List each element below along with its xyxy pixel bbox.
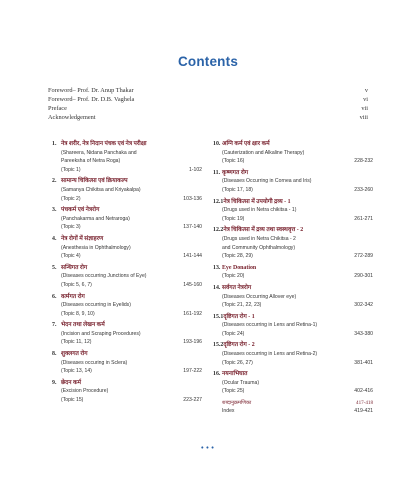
toc-entry-pages: 272-289 [354, 253, 373, 260]
toc-entry[interactable] [213, 313, 373, 339]
toc-entry-subtitle: (Diseases occurring in Lens and Retina-2) [222, 351, 318, 358]
toc-entry-topic: (Topic 17, 18) [222, 186, 253, 193]
toc-entry-title: सामान्य चिकित्सा एवं क्रियाकल्प [61, 178, 128, 185]
toc-entry[interactable] [52, 206, 202, 232]
toc-entry-title: छेदन कर्म [61, 379, 82, 386]
toc-entry-pages: 343-380 [354, 330, 373, 337]
toc-entry-pages: 137-140 [183, 224, 202, 231]
toc-entry-number: 13. [213, 264, 221, 271]
toc-entry-heading [213, 198, 373, 207]
toc-entry[interactable] [52, 177, 202, 203]
toc-entry-topic: (Topic 20) [222, 273, 245, 280]
toc-entry-number: 12.2 [213, 227, 224, 234]
front-matter-page: vi [363, 96, 368, 103]
end-matter-item[interactable] [213, 407, 373, 415]
toc-entry[interactable] [213, 140, 373, 166]
toc-entry-heading [213, 226, 373, 235]
toc-entry-number: 7. [52, 322, 57, 329]
toc-entry-heading [213, 140, 373, 149]
toc-entry-topic: (Topic 15) [61, 397, 84, 404]
toc-entry-number: 1. [52, 141, 57, 147]
toc-entry-title: नेत्र रोगों में संज्ञाहरण [61, 235, 104, 242]
toc-entry-heading [52, 177, 202, 186]
toc-entry-pages: 381-401 [354, 359, 373, 366]
toc-entry-pages: 223-227 [183, 397, 202, 404]
toc-entry-number: 12.1 [213, 198, 224, 205]
front-matter-list [48, 86, 368, 122]
toc-entry-number: 8. [52, 351, 57, 358]
front-matter-page: viii [359, 114, 368, 121]
toc-entry-pages: 233-260 [354, 186, 373, 193]
toc-entry[interactable] [52, 379, 202, 405]
toc-entry-pages: 302-342 [354, 302, 373, 309]
toc-entry-heading [213, 284, 373, 293]
toc-entry-topic: (Topic 8, 9, 10) [61, 310, 95, 317]
toc-entry-topic: (Topic 13, 14) [61, 368, 92, 375]
toc-entry-subtitle: and Community Ophthalmology) [222, 244, 296, 251]
toc-entry-title: सन्धिगत रोग [61, 264, 88, 271]
toc-entry-heading [213, 313, 373, 322]
toc-entry-title: वर्त्मगत रोग [61, 293, 85, 300]
toc-entry[interactable] [213, 341, 373, 367]
toc-entry-number: 15.1 [213, 313, 224, 320]
toc-entry-title: कृष्णगत रोग [222, 169, 249, 176]
toc-entry-subtitle: Pareeksha of Netra Roga) [61, 158, 121, 165]
front-matter-item[interactable] [48, 104, 368, 113]
toc-entry-title: नेत्र चिकित्सा में द्रव्य तथा स्वस्थवृत्त - 2 [223, 227, 304, 234]
front-matter-label: Acknowledgement [48, 114, 96, 121]
toc-entry-heading [52, 264, 202, 273]
toc-entry[interactable] [213, 226, 373, 260]
toc-entry-number: 2. [52, 178, 57, 185]
toc-entry-subtitle: (Panchakarma and Netraroga) [61, 215, 130, 222]
toc-entry-topic: (Topic 19) [222, 215, 245, 222]
toc-entry-pages: 402-416 [354, 388, 373, 395]
toc-entry-pages: 228-232 [354, 158, 373, 165]
toc-entry-number: 9. [52, 379, 57, 386]
toc-entry-topic: (Topic 4) [61, 253, 81, 260]
toc-entry[interactable] [52, 235, 202, 261]
end-matter-page: 417-418 [356, 400, 373, 407]
toc-entry-number: 15.2 [213, 342, 224, 349]
contents-column-left [52, 140, 202, 408]
toc-entry-title: शुक्लगत रोग [61, 351, 88, 358]
toc-entry-heading [213, 370, 373, 379]
front-matter-page: v [364, 87, 368, 94]
toc-entry-number: 6. [52, 293, 57, 300]
toc-entry[interactable] [213, 169, 373, 195]
toc-entry-subtitle: (Ocular Trauma) [222, 379, 260, 386]
toc-entry-heading [52, 350, 202, 359]
toc-entry-number: 14. [213, 284, 221, 291]
toc-entry-subtitle: (Cauterization and Alkaline Therapy) [222, 149, 305, 156]
toc-entry-heading [52, 206, 202, 215]
toc-entry-subtitle: (Anesthesia in Ophthalmology) [61, 244, 131, 251]
end-matter-item[interactable] [213, 399, 373, 407]
toc-entry-pages: 161-192 [183, 310, 202, 317]
toc-entry-pages: 1-102 [188, 166, 202, 173]
toc-entry-title: पंचकर्म एवं नेत्ररोग [61, 207, 100, 214]
front-matter-label: Preface [48, 105, 67, 112]
toc-entry[interactable] [213, 198, 373, 224]
contents-column-right [213, 140, 373, 415]
toc-entry-heading [52, 140, 202, 149]
toc-entry-topic: (Topic 11, 12) [61, 339, 92, 346]
toc-entry-heading [213, 169, 373, 178]
toc-entry-topic: (Topic 16) [222, 158, 245, 165]
toc-entry[interactable] [52, 293, 202, 319]
toc-entry-topic: (Topic 5, 6, 7) [61, 281, 92, 288]
front-matter-item[interactable] [48, 95, 368, 104]
toc-entry[interactable] [213, 264, 373, 281]
toc-entry[interactable] [213, 370, 373, 396]
toc-entry-heading [213, 264, 373, 273]
toc-entry-subtitle: (Shareera, Nidana Panchaka and [61, 149, 137, 156]
page-title: Contents [177, 54, 239, 69]
footer-ornament: ••• [200, 444, 216, 452]
toc-entry-subtitle: (Excision Procedure) [61, 388, 109, 395]
toc-entry-subtitle: (Drugs used in Netra chikitsa - 1) [222, 207, 297, 214]
toc-entry-heading [52, 293, 202, 302]
toc-entry-title: नेत्र शरीर, नेत्र निदान पंचक एवं नेत्र परीक्षा [61, 141, 147, 147]
toc-entry-number: 11. [213, 169, 221, 176]
front-matter-item[interactable] [48, 113, 368, 122]
toc-entry-pages: 141-144 [183, 253, 202, 260]
toc-entry-number: 3. [52, 207, 57, 214]
toc-entry[interactable] [213, 284, 373, 310]
toc-entry-topic: (Topic 24) [222, 330, 245, 337]
toc-entry[interactable] [52, 321, 202, 347]
toc-entry-pages: 261-271 [354, 215, 373, 222]
toc-entry-pages: 103-136 [183, 195, 202, 202]
toc-entry-number: 10. [213, 141, 221, 147]
toc-entry-subtitle: (Diseases occurring in Eyelids) [61, 302, 131, 309]
toc-entry-title: अग्नि कर्म एवं क्षार कर्म [222, 141, 270, 147]
toc-entry-topic: (Topic 21, 22, 23) [222, 302, 262, 309]
toc-entry-subtitle: (Diseases occurring Junctions of Eye) [61, 273, 147, 280]
toc-entry-subtitle: (Incision and Scraping Procedures) [61, 330, 141, 337]
toc-entry-subtitle: (Drugs used in Netra Chikitsa - 2 [222, 235, 296, 242]
toc-entry-subtitle: (Diseases occurring in Lens and Retina-1) [222, 322, 318, 329]
toc-entry-subtitle: (Samanya Chikitsa and Kriyakalpa) [61, 186, 141, 193]
toc-entry-pages: 193-196 [183, 339, 202, 346]
toc-entry-title: दृष्टिगत रोग - 1 [223, 313, 255, 320]
toc-entry[interactable] [52, 350, 202, 376]
toc-entry-topic: (Topic 1) [61, 166, 81, 173]
toc-entry-title: नयनाभिघात [222, 371, 248, 378]
toc-entry-topic: (Topic 25) [222, 388, 245, 395]
toc-entry-number: 5. [52, 264, 57, 271]
toc-entry-heading [213, 341, 373, 350]
toc-entry-heading [52, 321, 202, 330]
end-matter-label: Index [222, 408, 235, 415]
end-matter-label: शब्दानुक्रमणिका [222, 400, 252, 407]
toc-entry-title: नेत्र चिकित्सा में उपयोगी द्रव्य - 1 [223, 198, 291, 205]
end-matter-page: 419-421 [354, 408, 373, 415]
toc-entry-pages: 290-301 [354, 273, 373, 280]
toc-entry-topic: (Topic 26, 27) [222, 359, 253, 366]
front-matter-label: Foreword– Prof. Dr. D.B. Vaghela [48, 96, 135, 103]
toc-entry-topic: (Topic 2) [61, 195, 81, 202]
front-matter-page: vii [361, 105, 368, 112]
toc-entry-pages: 145-160 [183, 281, 202, 288]
toc-entry-topic: (Topic 3) [61, 224, 81, 231]
toc-entry[interactable] [52, 264, 202, 290]
front-matter-item[interactable] [48, 86, 368, 95]
toc-entry-title: सर्वगत नेत्ररोग [222, 284, 252, 291]
toc-entry-heading [52, 235, 202, 244]
toc-entry-title: Eye Donation [222, 264, 257, 271]
toc-entry-pages: 197-222 [183, 368, 202, 375]
toc-entry-title: भेदन तथा लेखन कर्म [61, 322, 105, 329]
toc-entry[interactable] [52, 140, 202, 174]
toc-entry-topic: (Topic 28, 29) [222, 253, 253, 260]
front-matter-label: Foreword– Prof. Dr. Anup Thakar [48, 87, 134, 94]
toc-entry-number: 4. [52, 235, 57, 242]
toc-entry-subtitle: (Diseases Occurring Allover eye) [222, 293, 297, 300]
toc-entry-title: दृष्टिगत रोग - 2 [223, 342, 255, 349]
toc-entry-heading [52, 379, 202, 388]
toc-entry-subtitle: (Diseases Occurring in Cornea and Iris) [222, 178, 312, 185]
toc-entry-number: 16. [213, 371, 221, 378]
toc-entry-subtitle: (Diseases occuring in Sclera) [61, 359, 128, 366]
